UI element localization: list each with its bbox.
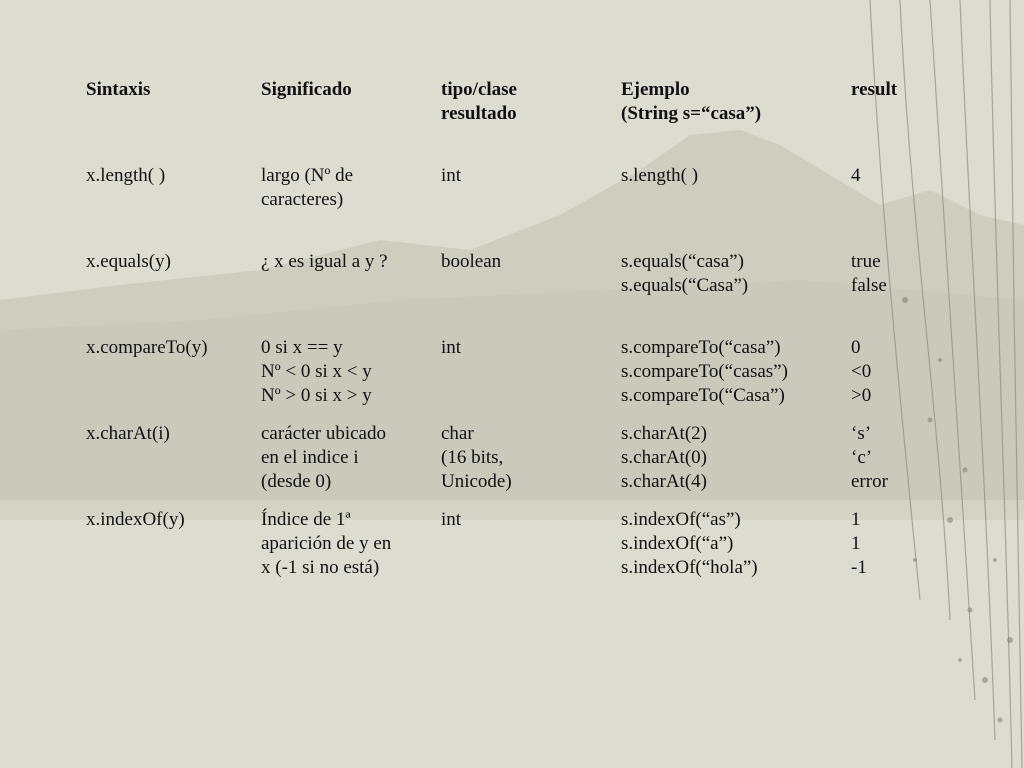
cell-significado: carácter ubicado en el indice i (desde 0) bbox=[261, 423, 386, 492]
header-result: result bbox=[851, 79, 898, 100]
cell-result: 4 bbox=[851, 165, 861, 186]
cell-significado: 0 si x == y Nº < 0 si x < y Nº > 0 si x > y bbox=[261, 337, 372, 406]
cell-significado: Índice de 1ª aparición de y en x (-1 si no está) bbox=[261, 509, 392, 578]
cell-ejemplo: s.equals(“casa”) s.equals(“Casa”) bbox=[621, 251, 749, 296]
table-row bbox=[86, 250, 911, 336]
cell-sintaxis: x.compareTo(y) bbox=[86, 337, 208, 358]
cell-sintaxis: x.equals(y) bbox=[86, 251, 171, 272]
cell-sintaxis: x.length( ) bbox=[86, 165, 166, 186]
header-sintaxis: Sintaxis bbox=[86, 79, 151, 100]
cell-result: ‘s’ ‘c’ error bbox=[851, 423, 888, 492]
cell-ejemplo: s.charAt(2) s.charAt(0) s.charAt(4) bbox=[621, 423, 707, 492]
cell-sintaxis: x.charAt(i) bbox=[86, 423, 170, 444]
cell-ejemplo: s.indexOf(“as”) s.indexOf(“a”) s.indexOf(“hola”) bbox=[621, 509, 758, 578]
cell-sintaxis: x.indexOf(y) bbox=[86, 509, 185, 530]
cell-significado: ¿ x es igual a y ? bbox=[261, 251, 388, 272]
cell-ejemplo: s.compareTo(“casa”) s.compareTo(“casas”) s.compareTo(“Casa”) bbox=[621, 337, 788, 406]
cell-significado: largo (Nº de caracteres) bbox=[261, 165, 354, 210]
cell-tipo: int bbox=[441, 165, 462, 186]
table-row bbox=[86, 422, 911, 508]
header-significado: Significado bbox=[261, 79, 352, 100]
table-row bbox=[86, 508, 911, 580]
cell-ejemplo: s.length( ) bbox=[621, 165, 699, 186]
cell-tipo: char (16 bits, Unicode) bbox=[441, 423, 512, 492]
table-row bbox=[86, 336, 911, 422]
table-row bbox=[86, 164, 911, 250]
cell-tipo: int bbox=[441, 337, 462, 358]
header-ejemplo: Ejemplo (String s=“casa”) bbox=[621, 79, 762, 124]
cell-result: 0 <0 >0 bbox=[851, 337, 872, 406]
cell-result: true false bbox=[851, 251, 887, 296]
header-tipo: tipo/clase resultado bbox=[441, 79, 517, 124]
cell-tipo: int bbox=[441, 509, 462, 530]
cell-result: 1 1 -1 bbox=[851, 509, 867, 578]
string-methods-table bbox=[86, 78, 911, 580]
cell-tipo: boolean bbox=[441, 251, 502, 272]
table-header-row bbox=[86, 78, 911, 164]
